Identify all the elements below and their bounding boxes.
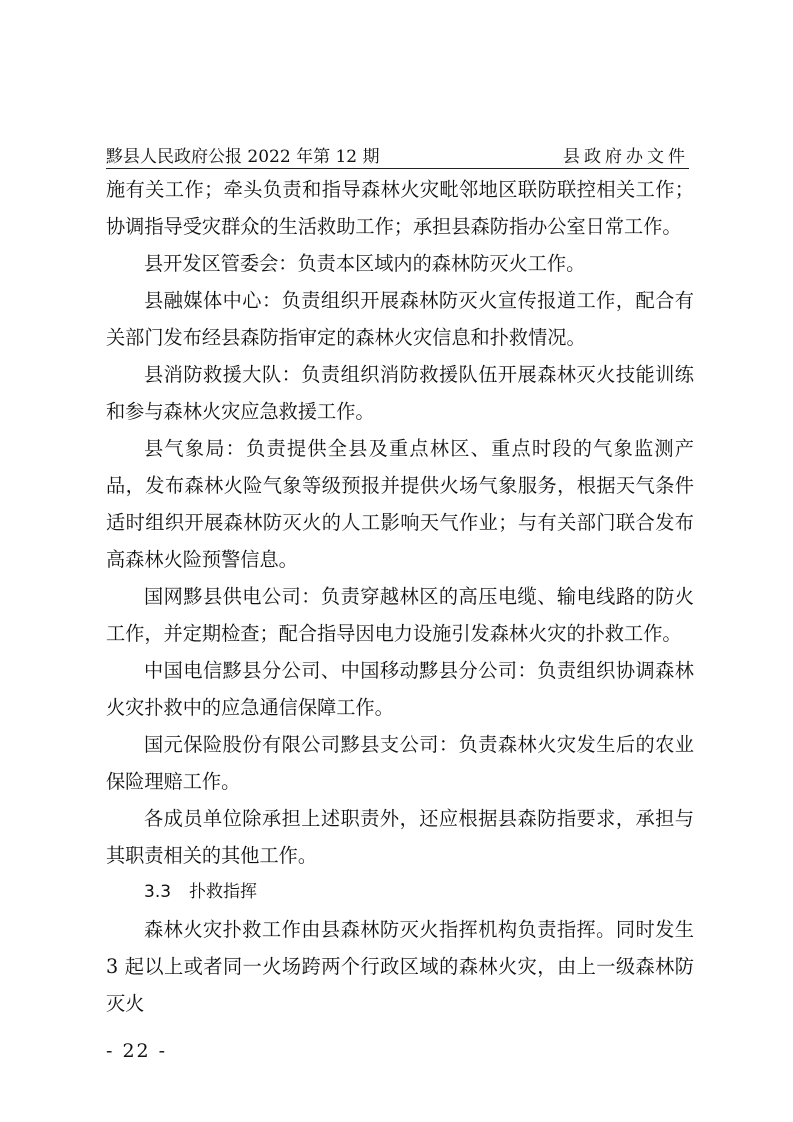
section-title: 扑救指挥 [189, 882, 258, 902]
body-paragraph: 县气象局：负责提供全县及重点林区、重点时段的气象监测产品，发布森林火险气象等级预报并提供火场气象服务，根据天气条件适时组织开展森林防灭火的人工影响天气作业；与有关部门联合发布高森林火险预警信息。 [106, 437, 694, 571]
section-heading [106, 874, 694, 911]
body-paragraph: 各成员单位除承担上述职责外，还应根据县森防指要求，承担与其职责相关的其他工作。 [106, 807, 694, 867]
body-paragraph: 县消防救援大队：负责组织消防救援队伍开展森林灭火技能训练和参与森林火灾应急救援工作。 [106, 363, 694, 423]
body-paragraph: 县融媒体中心：负责组织开展森林防灭火宣传报道工作，配合有关部门发布经县森防指审定的森林火灾信息和扑救情况。 [106, 289, 694, 349]
section-number: 3.3 [144, 882, 172, 902]
page-number: - 22 - [106, 1040, 168, 1062]
bulletin-title: 黟县人民政府公报 2022 年第 12 期 [106, 147, 380, 167]
body-paragraph: 县开发区管委会：负责本区域内的森林防灭火工作。 [144, 252, 586, 275]
document-category: 县政府办文件 [563, 147, 689, 167]
body-paragraph: 施有关工作；牵头负责和指导森林火灾毗邻地区联防联控相关工作；协调指导受灾群众的生活救助工作；承担县森防指办公室日常工作。 [106, 178, 694, 238]
body-paragraph: 森林火灾扑救工作由县森林防灭火指挥机构负责指挥。同时发生 3 起以上或者同一火场跨两个行政区域的森林火灾，由上一级森林防灭火 [106, 918, 694, 1015]
body-paragraph: 中国电信黟县分公司、中国移动黟县分公司：负责组织协调森林火灾扑救中的应急通信保障工作。 [106, 659, 694, 719]
body-paragraph: 国网黟县供电公司：负责穿越林区的高压电缆、输电线路的防火工作，并定期检查；配合指导因电力设施引发森林火灾的扑救工作。 [106, 585, 694, 645]
body-paragraph: 国元保险股份有限公司黟县支公司：负责森林火灾发生后的农业保险理赔工作。 [106, 733, 694, 793]
document-body [106, 171, 694, 1022]
page-header [106, 138, 689, 169]
